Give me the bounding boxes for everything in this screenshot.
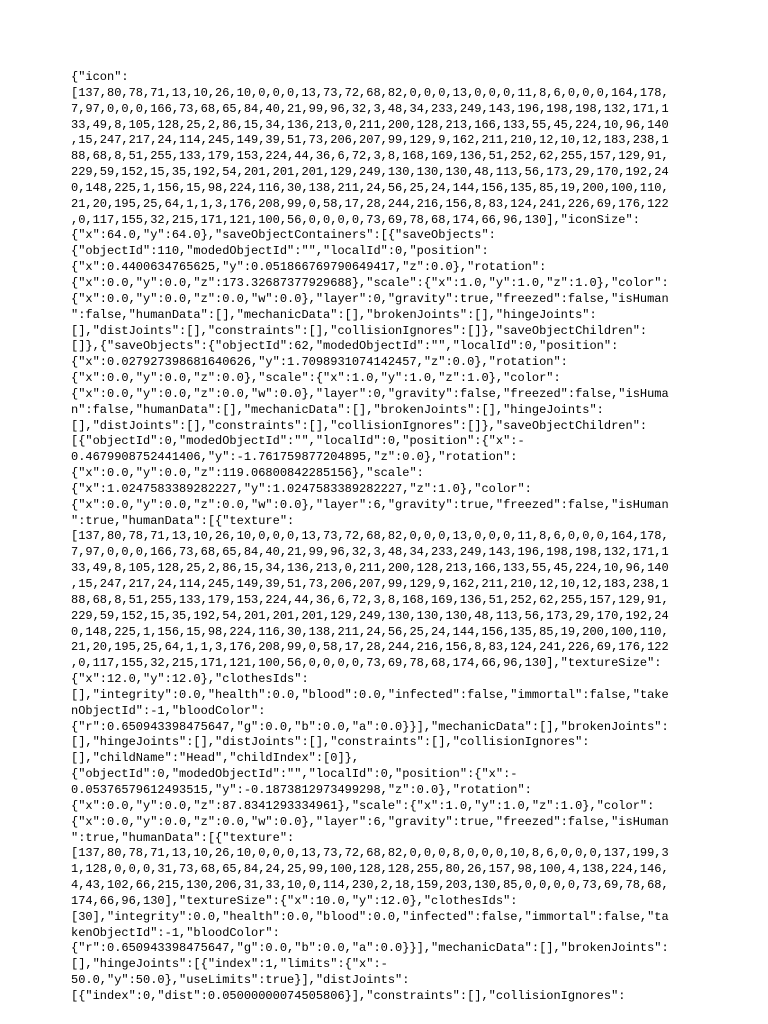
text-line: {"x":0.0,"y":0.0,"z":173.32687377929688},"scale":{"x":1.0,"y":1.0,"z":1.0},"color": [71,275,669,290]
text-line: {"x":0.0,"y":0.0,"z":87.8341293334961},"scale":{"x":1.0,"y":1.0,"z":1.0},"color": [71,798,655,813]
text-line: 4,43,102,66,215,130,206,31,33,10,0,114,230,2,18,159,203,130,85,0,0,0,0,73,69,78,68, [71,878,669,893]
text-line: ":true,"humanData":[{"texture": [71,830,295,845]
text-line: 174,66,96,130],"textureSize":{"x":10.0,"y":12.0},"clothesIds": [71,893,518,908]
text-line: [],"hingeJoints":[],"distJoints":[],"constraints":[],"collisionIgnores": [71,735,590,750]
text-line: {"r":0.650943398475647,"g":0.0,"b":0.0,"a":0.0}}],"mechanicData":[],"brokenJoints": [71,719,669,734]
text-line: [137,80,78,71,13,10,26,10,0,0,0,13,73,72,68,82,0,0,0,8,0,0,0,10,8,6,0,0,0,137,199,3 [71,846,669,861]
text-line: {"x":0.0,"y":0.0,"z":119.06800842285156},"scale": [71,466,424,481]
text-line: [30],"integrity":0.0,"health":0.0,"blood":0.0,"infected":false,"immortal":false,"ta [71,909,669,924]
text-line: {"x":0.0,"y":0.0,"z":0.0,"w":0.0},"layer":6,"gravity":true,"freezed":false,"isHuman [71,497,669,512]
text-line: 33,49,8,105,128,25,2,86,15,34,136,213,0,211,200,128,213,166,133,55,45,224,10,96,140 [71,117,669,132]
text-line: {"x":64.0,"y":64.0},"saveObjectContainers":[{"saveObjects": [71,228,496,243]
text-line: 0.05376579612493515,"y":-0.1873812973499298,"z":0.0},"rotation": [71,782,532,797]
text-line: ":false,"humanData":[],"mechanicData":[],"brokenJoints":[],"hingeJoints": [71,307,597,322]
text-line: ,15,247,217,24,114,245,149,39,51,73,206,207,99,129,9,162,211,210,12,10,12,183,238,1 [71,577,669,591]
text-line: kenObjectId":-1,"bloodColor": [71,925,280,940]
text-line: [137,80,78,71,13,10,26,10,0,0,0,13,73,72,68,82,0,0,0,13,0,0,0,11,8,6,0,0,0,164,178, [71,529,669,544]
text-line: 229,59,152,15,35,192,54,201,201,201,129,249,130,130,130,48,113,56,173,29,170,192,24 [71,608,669,623]
text-line: 21,20,195,25,64,1,1,3,176,208,99,0,58,17,28,244,216,156,8,83,124,241,226,69,176,122 [71,640,669,655]
text-line: 33,49,8,105,128,25,2,86,15,34,136,213,0,211,200,128,213,166,133,55,45,224,10,96,140 [71,561,669,576]
text-line: 0,148,225,1,156,15,98,224,116,30,138,211,24,56,25,24,144,156,135,85,19,200,100,110, [71,180,669,195]
text-line: [],"distJoints":[],"constraints":[],"collisionIgnores":[]},"saveObjectChildren": [71,418,648,433]
text-line: {"x":0.027927398681640626,"y":1.7098931074142457,"z":0.0},"rotation": [71,355,568,370]
text-line: {"objectId":0,"modedObjectId":"","localId":0,"position":{"x":- [71,767,518,782]
text-line: 7,97,0,0,0,166,73,68,65,84,40,21,99,96,32,3,48,34,233,249,143,196,198,198,132,171,1 [71,545,669,560]
text-line: n":false,"humanData":[],"mechanicData":[],"brokenJoints":[],"hingeJoints": [71,402,604,417]
text-line: {"x":1.0247583389282227,"y":1.0247583389282227,"z":1.0},"color": [71,481,532,496]
text-line: 7,97,0,0,0,166,73,68,65,84,40,21,99,96,32,3,48,34,233,249,143,196,198,198,132,171,1 [71,101,669,116]
text-line: 21,20,195,25,64,1,1,3,176,208,99,0,58,17,28,244,216,156,8,83,124,241,226,69,176,122 [71,196,669,211]
text-line: [],"childName":"Head","childIndex":[0]}, [71,751,360,766]
text-line: nObjectId":-1,"bloodColor": [71,703,266,718]
text-line: {"x":0.0,"y":0.0,"z":0.0,"w":0.0},"layer":6,"gravity":true,"freezed":false,"isHuman [71,814,669,829]
text-line: {"x":0.0,"y":0.0,"z":0.0,"w":0.0},"layer":0,"gravity":false,"freezed":false,"isHuma [71,386,669,401]
text-line: [137,80,78,71,13,10,26,10,0,0,0,13,73,72,68,82,0,0,0,13,0,0,0,11,8,6,0,0,0,164,178, [71,85,669,100]
text-line: {"icon": [71,70,129,84]
text-line: []},{"saveObjects":{"objectId":62,"modedObjectId":"","localId":0,"position": [71,339,619,354]
text-line: 0.4679908752441406,"y":-1.761759877204895,"z":0.0},"rotation": [71,450,518,465]
text-line: ,15,247,217,24,114,245,149,39,51,73,206,207,99,129,9,162,211,210,12,10,12,183,238,1 [71,133,669,148]
text-line: 88,68,8,51,255,133,179,153,224,44,36,6,72,3,8,168,169,136,51,252,62,255,157,129,91, [71,592,669,607]
text-line: [{"objectId":0,"modedObjectId":"","localId":0,"position":{"x":- [71,434,525,449]
text-line: {"x":0.0,"y":0.0,"z":0.0},"scale":{"x":1.0,"y":1.0,"z":1.0},"color": [71,371,561,386]
text-line: ,0,117,155,32,215,171,121,100,56,0,0,0,0,73,69,78,68,174,66,96,130],"textureSize": [71,656,662,671]
text-line: 0,148,225,1,156,15,98,224,116,30,138,211,24,56,25,24,144,156,135,85,19,200,100,110, [71,624,669,639]
text-line: [],"integrity":0.0,"health":0.0,"blood":0.0,"infected":false,"immortal":false,"take [71,687,669,702]
text-line: [{"index":0,"dist":0.05000000074505806}],"constraints":[],"collisionIgnores": [71,988,626,1003]
text-line: {"r":0.650943398475647,"g":0.0,"b":0.0,"a":0.0}}],"mechanicData":[],"brokenJoints": [71,941,669,956]
text-line: {"objectId":110,"modedObjectId":"","localId":0,"position": [71,244,489,259]
text-line: ,0,117,155,32,215,171,121,100,56,0,0,0,0,73,69,78,68,174,66,96,130],"iconSize": [71,212,640,227]
text-line: ":true,"humanData":[{"texture": [71,513,295,528]
text-line: [],"distJoints":[],"constraints":[],"collisionIgnores":[]},"saveObjectChildren": [71,323,648,338]
text-line: {"x":12.0,"y":12.0},"clothesIds": [71,672,309,687]
text-line: {"x":0.0,"y":0.0,"z":0.0,"w":0.0},"layer":0,"gravity":true,"freezed":false,"isHuman [71,291,669,306]
text-line: [],"hingeJoints":[{"index":1,"limits":{"x":- [71,957,388,972]
text-line: {"x":0.4400634765625,"y":0.051866769790649417,"z":0.0},"rotation": [71,260,547,275]
text-line: 88,68,8,51,255,133,179,153,224,44,36,6,72,3,8,168,169,136,51,252,62,255,157,129,91, [71,149,669,164]
text-line: 1,128,0,0,0,31,73,68,65,84,24,25,99,100,128,128,255,80,26,157,98,100,4,138,224,146, [71,862,669,877]
text-line: 50.0,"y":50.0},"useLimits":true}],"distJoints": [71,973,410,988]
text-line: 229,59,152,15,35,192,54,201,201,201,129,249,130,130,130,48,113,56,173,29,170,192,24 [71,165,669,180]
json-text-block [71,70,701,1005]
